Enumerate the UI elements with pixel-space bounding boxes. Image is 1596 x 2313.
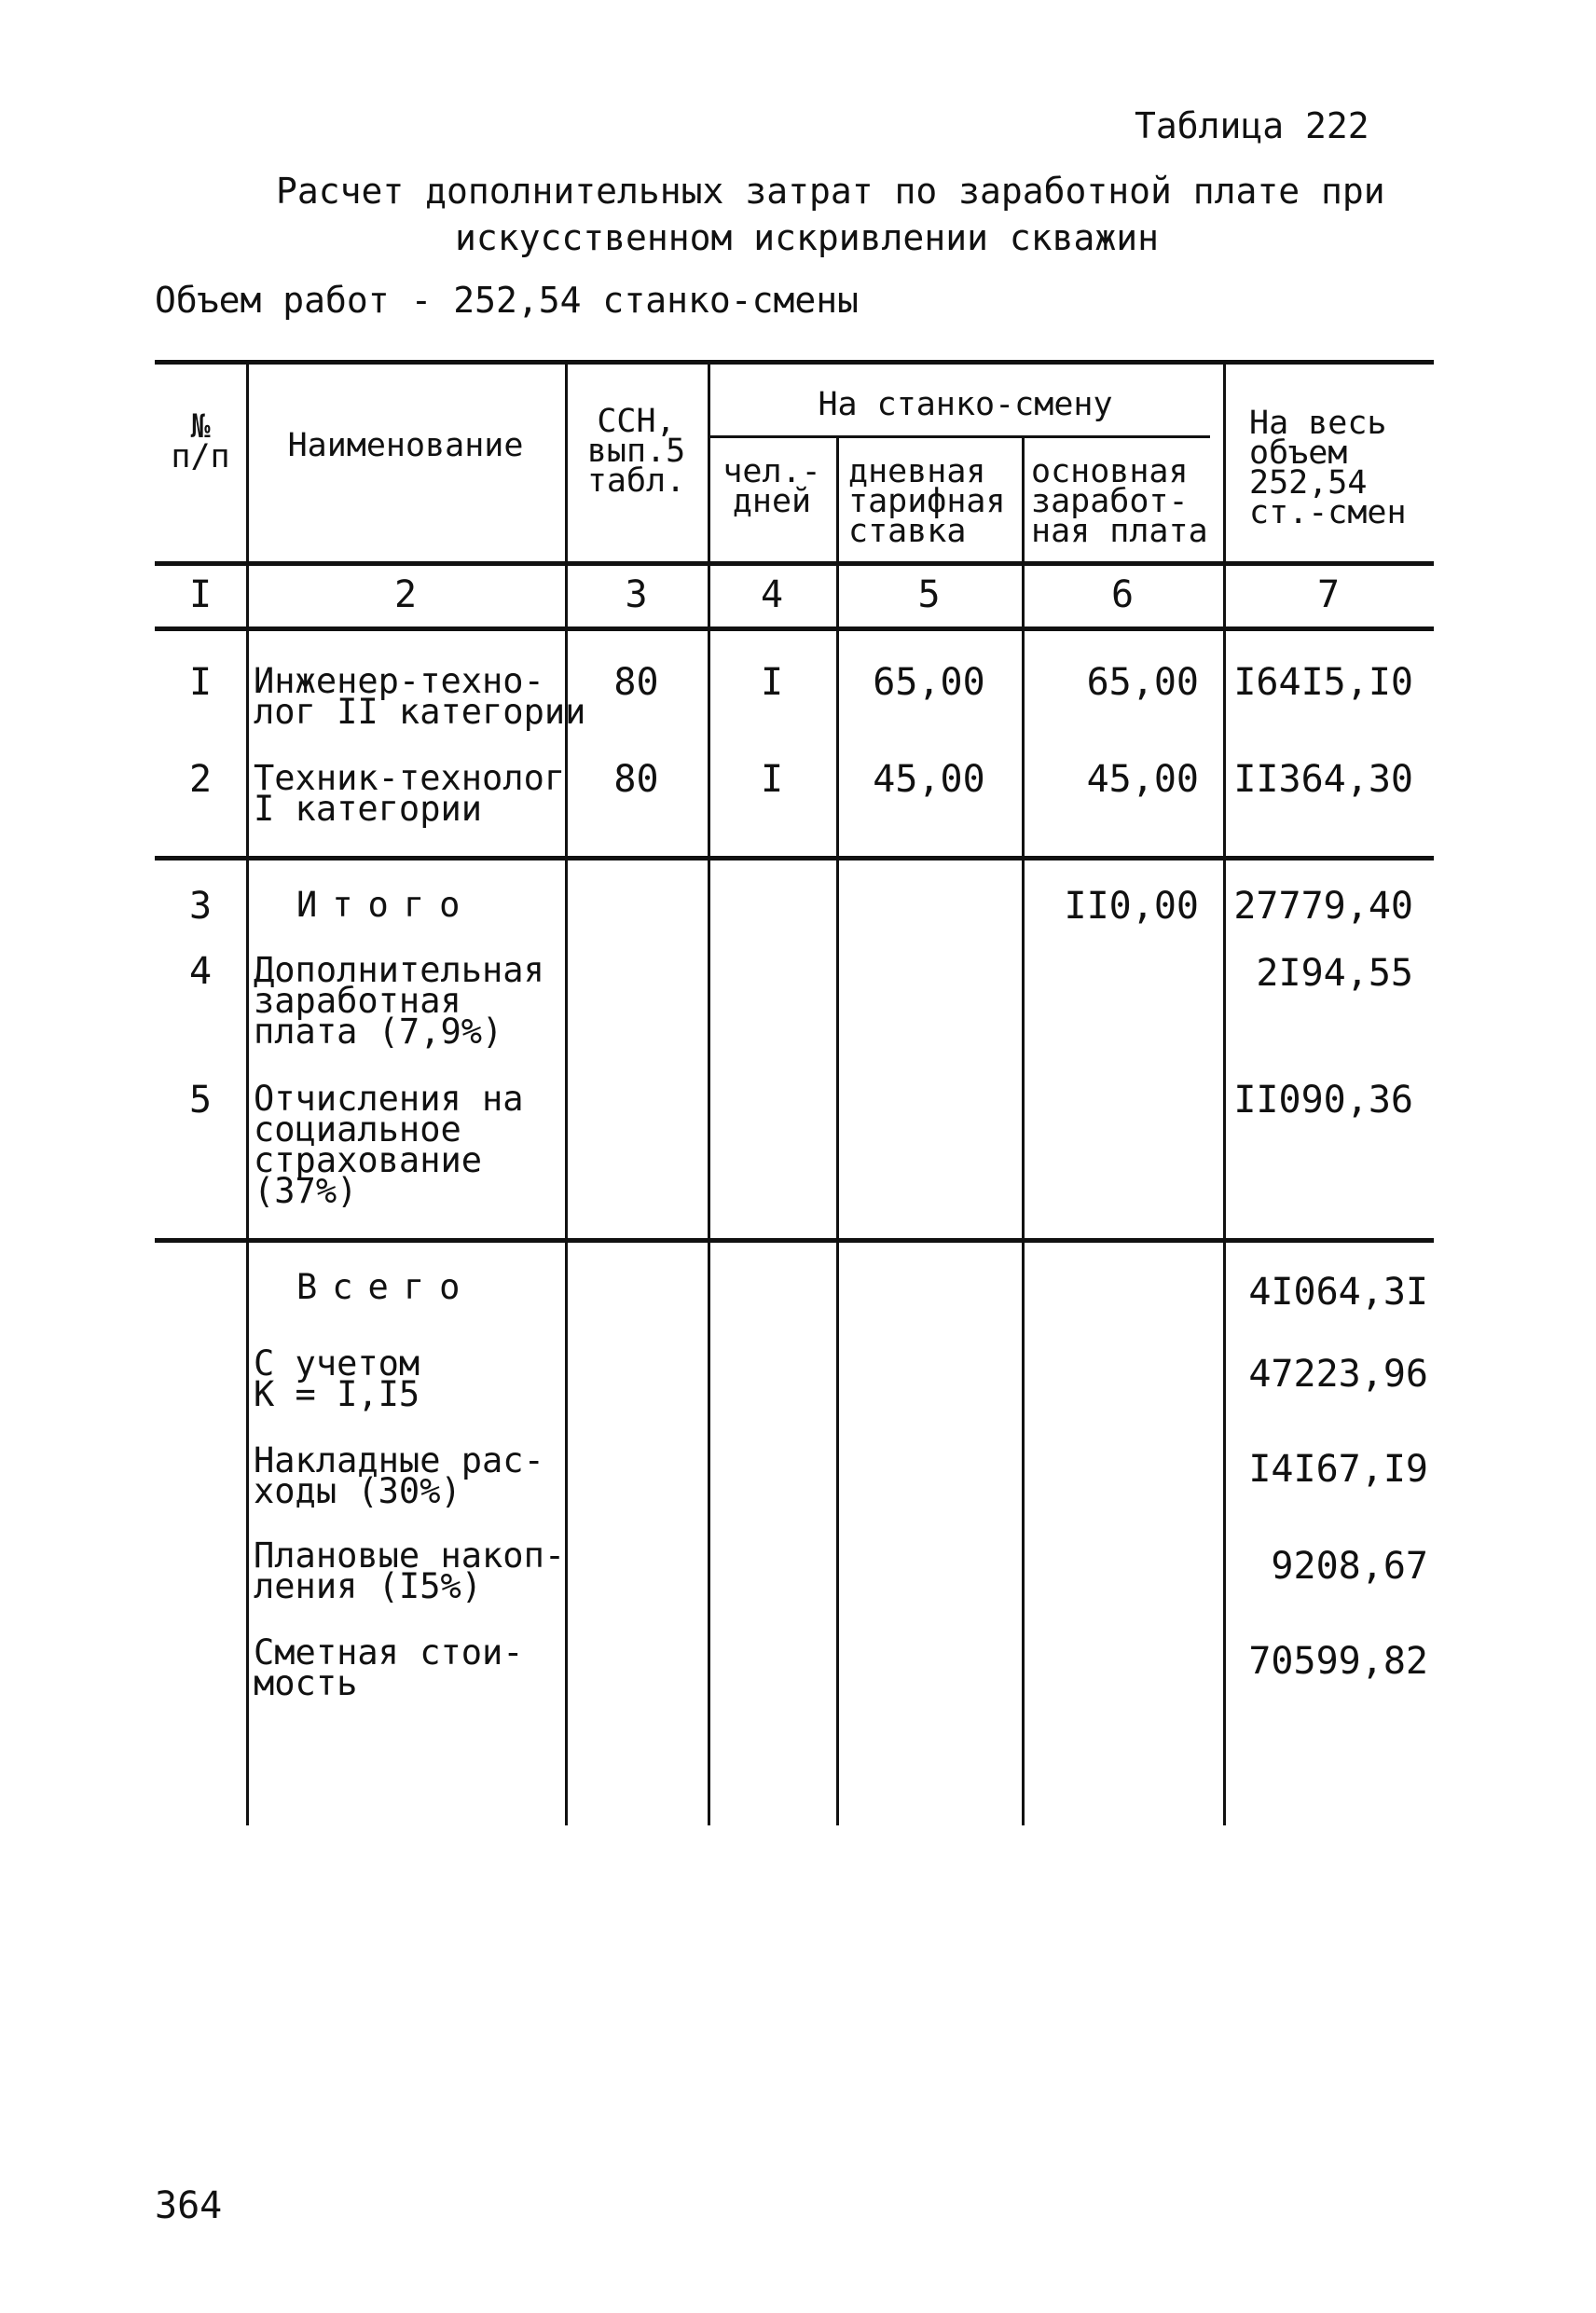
index-3: 3 — [625, 573, 648, 616]
index-7: 7 — [1316, 573, 1341, 616]
row-daily-rate: 45,00 — [873, 758, 985, 801]
row-base-wage: 65,00 — [1086, 661, 1199, 704]
header-total: На весь объем 252,54 ст.-смен — [1249, 405, 1407, 531]
header-num: № п/п — [171, 408, 230, 475]
header-base-wage: основная заработ- ная плата — [1031, 453, 1208, 550]
row-num: 4 — [188, 950, 213, 993]
summary-name: Накладные рас- ходы (30%) — [254, 1440, 544, 1511]
rule-subtotal-bottom — [155, 1238, 1434, 1243]
row-man-days: I — [760, 661, 784, 704]
summary-total: 47223,96 — [1248, 1353, 1428, 1396]
summary-total: I4I67,I9 — [1248, 1448, 1428, 1491]
row-total: 27779,40 — [1233, 885, 1413, 928]
index-5: 5 — [917, 573, 941, 616]
row-ssn: 80 — [613, 661, 659, 704]
row-total: II090,36 — [1233, 1079, 1413, 1122]
rule-top — [155, 360, 1434, 365]
row-total: 2I94,55 — [1256, 952, 1413, 995]
row-man-days: I — [760, 758, 784, 801]
col-line-4 — [836, 435, 839, 1825]
table-label: Таблица 222 — [1135, 105, 1369, 146]
index-6: 6 — [1110, 573, 1135, 616]
summary-total: 9208,67 — [1271, 1545, 1428, 1588]
title-line-1: Расчет дополнительных затрат по заработной плате при — [276, 171, 1385, 212]
row-name: Инженер-техно- лог II категории — [254, 661, 586, 732]
summary-name: Плановые накоп- ления (I5%) — [254, 1535, 566, 1606]
summary-name: Сметная стои- мость — [254, 1632, 524, 1703]
row-daily-rate: 65,00 — [873, 661, 985, 704]
index-1: I — [188, 573, 213, 616]
header-per-shift: На станко-смену — [818, 386, 1113, 423]
row-num: 2 — [188, 758, 213, 801]
index-2: 2 — [393, 573, 418, 616]
row-num: I — [188, 661, 213, 704]
summary-name: С учетом К = I,I5 — [254, 1343, 420, 1414]
row-ssn: 80 — [613, 758, 659, 801]
rule-group — [710, 435, 1210, 438]
header-ssn: ССН, вып.5 табл. — [586, 403, 686, 500]
row-total: II364,30 — [1233, 758, 1413, 801]
row-base-wage: 45,00 — [1086, 758, 1199, 801]
header-name: Наименование — [287, 427, 524, 464]
row-name: Отчисления на социальное страхование (37%) — [254, 1079, 524, 1211]
row-name: Техник-технолог I категории — [254, 758, 566, 829]
rule-header-bottom — [155, 561, 1434, 566]
summary-total: 4I064,3I — [1248, 1271, 1428, 1314]
row-num: 5 — [188, 1079, 213, 1122]
row-name: Дополнительная заработная плата (7,9%) — [254, 950, 544, 1052]
page-number: 364 — [155, 2184, 223, 2227]
header-daily-rate: дневная тарифная ставка — [848, 453, 1006, 550]
header-man-days: чел.- дней — [722, 453, 821, 520]
row-total: I64I5,I0 — [1233, 661, 1413, 704]
row-num: 3 — [188, 885, 213, 928]
rule-index-bottom — [155, 626, 1434, 631]
title-line-2: искусственном искривлении скважин — [455, 217, 1159, 258]
summary-total: 70599,82 — [1248, 1640, 1428, 1683]
volume-of-work: Объем работ - 252,54 станко-смены — [155, 280, 859, 321]
row-name-subtotal: Итого — [296, 885, 475, 925]
index-4: 4 — [760, 573, 784, 616]
rule-staff-bottom — [155, 856, 1434, 860]
summary-name-total: Всего — [296, 1267, 475, 1307]
col-line-5 — [1022, 435, 1025, 1825]
row-base-wage: II0,00 — [1064, 885, 1199, 928]
